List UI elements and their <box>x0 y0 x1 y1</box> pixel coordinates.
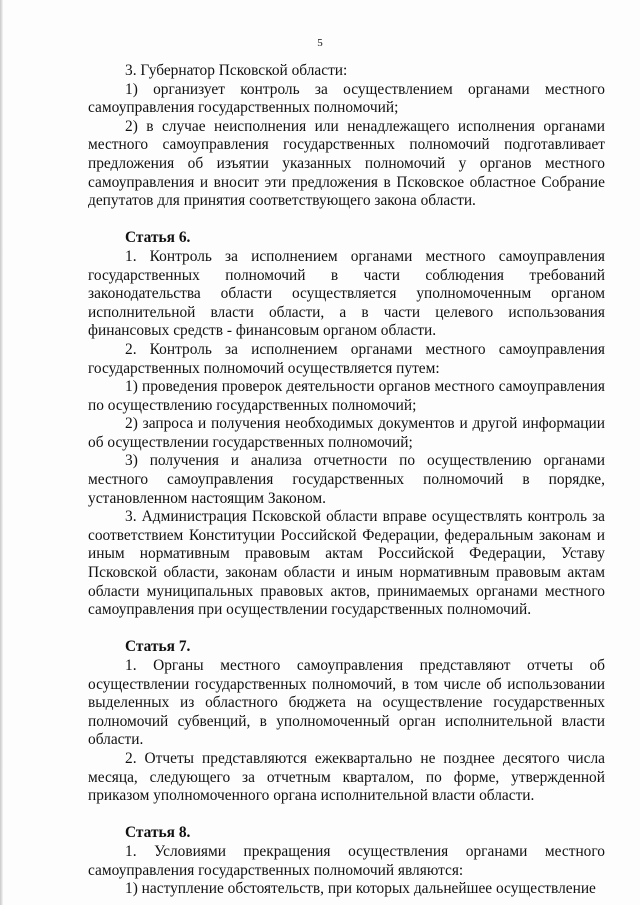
document-body <box>88 62 605 899</box>
spacer <box>88 806 605 825</box>
spacer <box>88 211 605 230</box>
page-number: 5 <box>317 37 323 49</box>
article-6-paragraph-2: 2. Контроль за исполнением органами местного самоуправления государственных полномочий осуществляется путем: <box>88 340 605 377</box>
article-6-item-3: 3) получения и анализа отчетности по осуществлению органами местного самоуправления государственных полномочий в порядке, установленном настоящим Законом. <box>88 452 605 507</box>
article-6-paragraph-1: 1. Контроль за исполнением органами местного самоуправления государственных полномочий в части соблюдения требований законодательства области осуществляется уполномоченным органом исполнительной власти области, а в части целевого использования финансовых средств - финансовым органом области. <box>88 247 605 340</box>
article-6-paragraph-3: 3. Администрация Псковской области вправе осуществлять контроль за соответствием Конституции Российской Федерации, федеральным законам и иным нормативным правовым актам Российской Федерации, Уставу Псковской области, законам области и иным нормативным правовым актам области муниципальных правовых актов, принимаемых органами местного самоуправления при осуществлении государственных полномочий. <box>88 508 605 619</box>
article-7-paragraph-2: 2. Отчеты представляются ежеквартально не позднее десятого числа месяца, следующего за отчетным кварталом, по форме, утвержденной приказом уполномоченного органа исполнительной власти области. <box>88 749 605 805</box>
paragraph-governor-item-2: 2) в случае неисполнения или ненадлежащего исполнения органами местного самоуправления государственных полномочий подготавливает предложения об изъятии указанных полномочий у органов местного самоуправления и вносит эти предложения в Псковское областное Собрание депутатов для принятия соответствующего закона области. <box>88 117 605 210</box>
article-8-paragraph-1: 1. Условиями прекращения осуществления органами местного самоуправления государственных полномочий являются: <box>88 842 605 879</box>
article-6-item-2: 2) запроса и получения необходимых документов и другой информации об осуществлении государственных полномочий; <box>88 415 605 451</box>
article-7-heading: Статья 7. <box>125 638 191 656</box>
spacer <box>88 620 605 639</box>
article-6-item-1: 1) проведения проверок деятельности органов местного самоуправления по осуществлению государственных полномочий; <box>88 378 605 414</box>
article-6-heading: Статья 6. <box>125 229 191 247</box>
paragraph-governor-item-1: 1) организует контроль за осуществлением органами местного самоуправления государственных полномочий; <box>88 80 605 117</box>
article-8-heading: Статья 8. <box>125 824 191 842</box>
paragraph-governor-intro: 3. Губернатор Псковской области: <box>125 62 348 79</box>
article-7-paragraph-1: 1. Органы местного самоуправления представляют отчеты об осуществлении государственных полномочий, в том числе об использовании выделенных из областного бюджета на осуществление государственных полномочий субвенций, в уполномоченный орган исполнительной власти области. <box>88 657 605 749</box>
scan-edge <box>0 0 3 905</box>
article-8-item-1: 1) наступление обстоятельств, при которых дальнейшее осуществление <box>125 880 596 898</box>
